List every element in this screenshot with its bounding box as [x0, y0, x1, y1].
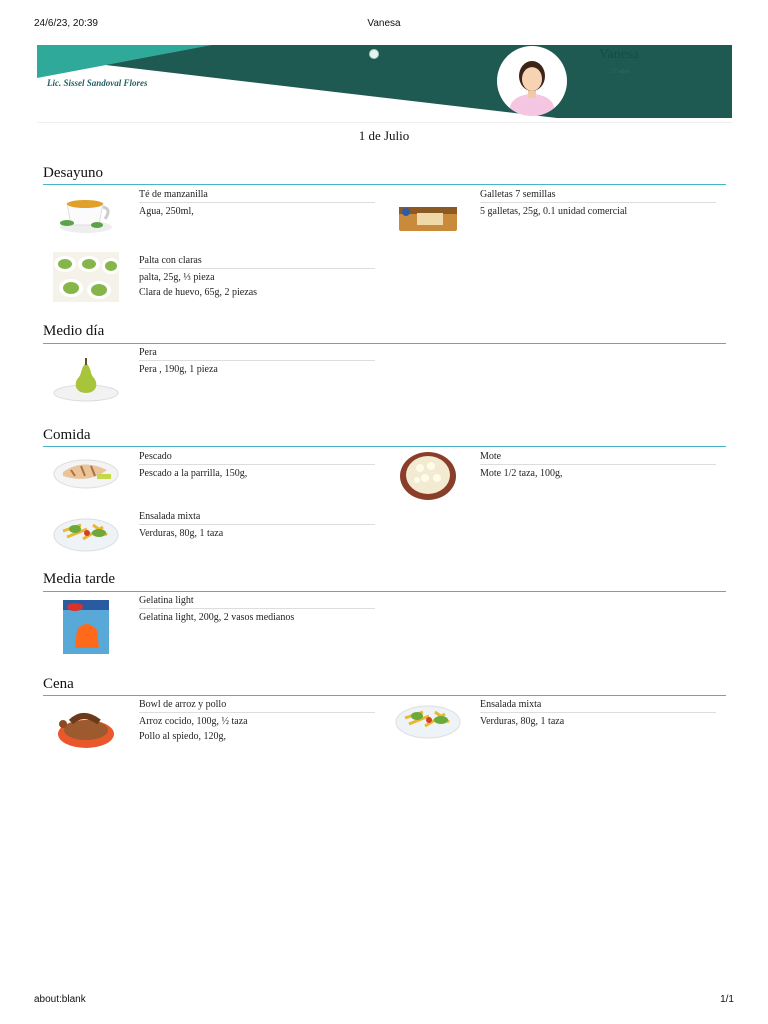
section-divider — [43, 446, 726, 447]
food-portion: Pollo al spiedo, 120g, — [139, 731, 226, 742]
food-name: Pera — [139, 347, 375, 361]
section-divider — [43, 184, 726, 185]
section-divider — [43, 343, 726, 344]
cookie-box-icon — [395, 195, 461, 245]
mote-bowl-icon — [395, 450, 461, 500]
food-name: Bowl de arroz y pollo — [139, 699, 375, 713]
food-item — [139, 511, 375, 540]
food-name: Gelatina light — [139, 595, 375, 609]
food-portion: Verduras, 80g, 1 taza — [139, 528, 224, 539]
chicken-rice-icon — [53, 702, 119, 752]
grilled-fish-icon — [53, 446, 119, 496]
day-title: 1 de Julio — [358, 128, 410, 143]
food-portion: Clara de huevo, 65g, 2 piezas — [139, 287, 258, 298]
section-title-media-tarde: Media tarde — [43, 571, 116, 587]
food-item — [139, 347, 375, 376]
food-portion: Pescado a la parrilla, 150g, — [139, 468, 248, 479]
food-portion: 5 galletas, 25g, 0.1 unidad comercial — [480, 206, 628, 217]
food-portion: Verduras, 80g, 1 taza — [480, 716, 565, 727]
food-name: Ensalada mixta — [139, 511, 375, 525]
print-title: Vanesa — [367, 18, 401, 29]
print-url: about:blank — [34, 994, 86, 1005]
patient-age: 37 años — [611, 69, 630, 75]
print-date: 24/6/23, 20:39 — [34, 18, 98, 29]
nutritionist-name: Lic. Sissel Sandoval Flores — [47, 78, 148, 88]
avocado-eggs-icon — [53, 252, 119, 302]
section-title-cena: Cena — [43, 676, 74, 692]
food-portion: Agua, 250ml, — [139, 206, 194, 217]
food-item — [139, 189, 375, 218]
food-item — [480, 699, 716, 728]
salad-icon — [53, 505, 119, 555]
food-name: Palta con claras — [139, 255, 375, 269]
section-title-desayuno: Desayuno — [43, 165, 103, 181]
salad-icon — [395, 694, 461, 744]
food-portion: Mote 1/2 taza, 100g, — [480, 468, 563, 479]
print-page-number: 1/1 — [720, 994, 734, 1005]
clinic-logo-icon — [369, 49, 379, 59]
food-item — [480, 451, 716, 480]
food-item — [139, 595, 375, 624]
header-banner — [37, 45, 732, 118]
food-name: Ensalada mixta — [480, 699, 716, 713]
food-portion: palta, 25g, ⅓ pieza — [139, 272, 215, 283]
section-title-medio-dia: Medio día — [43, 323, 105, 339]
food-portion: Pera , 190g, 1 pieza — [139, 364, 218, 375]
section-divider — [43, 591, 726, 592]
food-portion: Gelatina light, 200g, 2 vasos medianos — [139, 612, 295, 623]
chamomile-tea-icon — [53, 185, 119, 235]
patient-name: Vanesa — [599, 47, 639, 62]
gelatin-box-icon — [53, 600, 119, 656]
patient-avatar — [497, 46, 567, 116]
food-item — [480, 189, 716, 218]
food-name: Pescado — [139, 451, 375, 465]
pear-icon — [53, 355, 119, 405]
food-item — [139, 451, 375, 480]
food-item — [139, 255, 375, 299]
header-divider — [37, 122, 732, 123]
food-name: Mote — [480, 451, 716, 465]
food-item — [139, 699, 375, 743]
woman-avatar-icon — [497, 46, 567, 116]
section-divider — [43, 695, 726, 696]
section-title-comida: Comida — [43, 427, 91, 443]
food-name: Té de manzanilla — [139, 189, 375, 203]
food-name: Galletas 7 semillas — [480, 189, 716, 203]
food-portion: Arroz cocido, 100g, ½ taza — [139, 716, 248, 727]
